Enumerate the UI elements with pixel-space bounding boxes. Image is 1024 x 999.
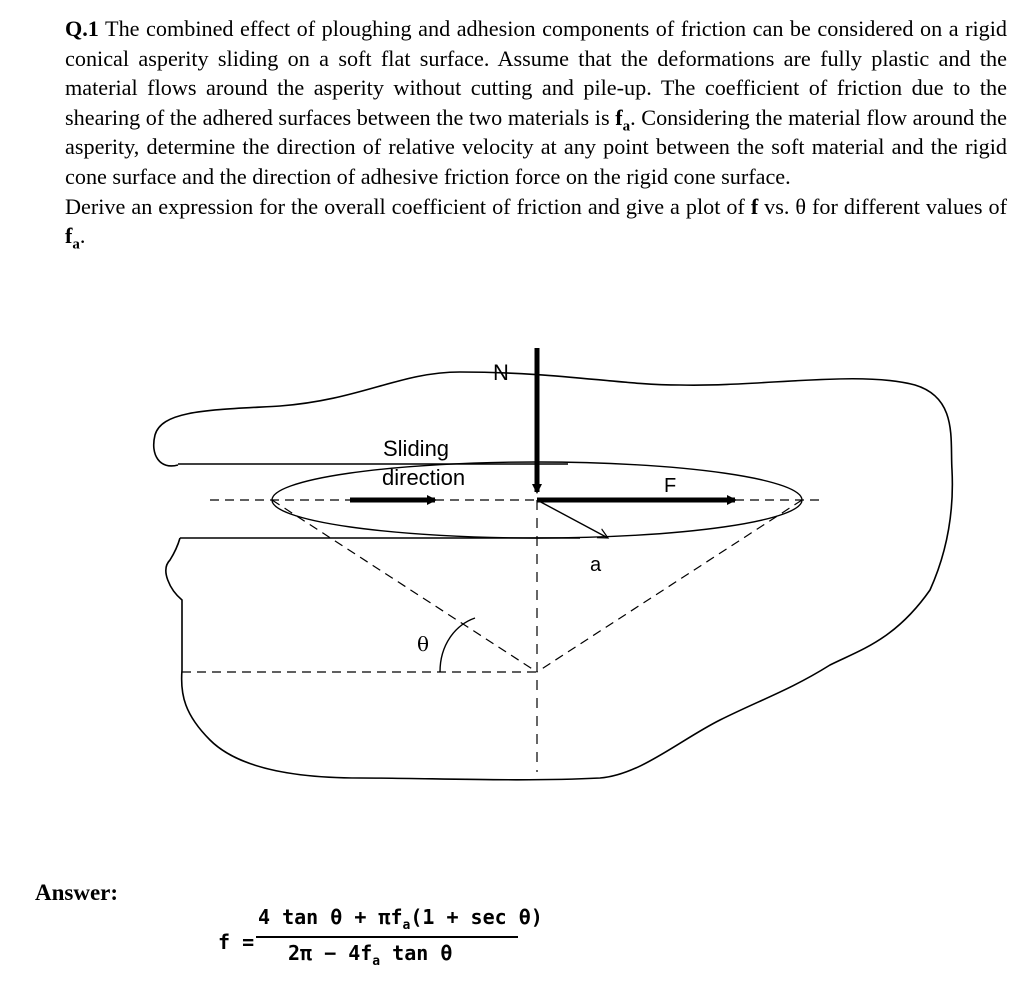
a-vector-arrow	[537, 500, 608, 538]
numerator-main: 4 tan θ + πf	[258, 905, 403, 929]
label-n: N	[493, 360, 509, 385]
denominator-main: 2π − 4f	[288, 941, 373, 965]
question-text-5: .	[79, 223, 86, 249]
cone-generatrix-left	[272, 500, 537, 672]
question-number: Q.1	[65, 16, 99, 41]
formula-numerator	[258, 905, 543, 933]
answer-label: Answer:	[35, 880, 119, 905]
fraction-bar	[256, 936, 518, 938]
label-direction: direction	[382, 465, 466, 490]
label-f: F	[664, 475, 677, 497]
label-a: a	[590, 554, 602, 576]
question-text-4: vs. θ for different values of	[758, 193, 1007, 219]
body-outline	[154, 372, 953, 780]
label-theta: θ	[417, 632, 430, 656]
theta-arc	[440, 618, 475, 672]
question-text-1: The combined effect of ploughing and adhesion components of friction can be considered on a rigid conical asperity sliding on a soft flat surface. Assume that the deformations are fully plastic and the material flows around the asperity without cutting and pile-up. The coefficient of friction due to the shearing of the adhered surfaces between the two materials is	[65, 16, 1007, 130]
denominator-subscript: a	[372, 954, 381, 969]
fa-subscript-2: a	[72, 236, 80, 253]
numerator-tail: (1 + sec θ)	[410, 905, 543, 929]
denominator-tail: tan θ	[380, 941, 453, 965]
numerator-subscript: a	[402, 918, 411, 933]
question-text-2: . Considering the material flow around the asperity, determine the direction of relative velocity at any point between the soft material and the rigid cone surface and the direction of adhesive friction force on the rigid cone surface.	[65, 104, 1007, 189]
formula-lhs: f =	[218, 930, 255, 954]
fa-symbol-2: f	[65, 223, 73, 249]
fa-subscript: a	[622, 118, 631, 135]
label-sliding: Sliding	[383, 436, 450, 461]
fa-symbol: f	[615, 104, 623, 130]
question-text-3: Derive an expression for the overall coefficient of friction and give a plot of	[65, 193, 751, 219]
f-symbol: f	[750, 193, 759, 219]
formula-denominator	[288, 941, 452, 969]
cone-generatrix-right	[537, 500, 802, 672]
